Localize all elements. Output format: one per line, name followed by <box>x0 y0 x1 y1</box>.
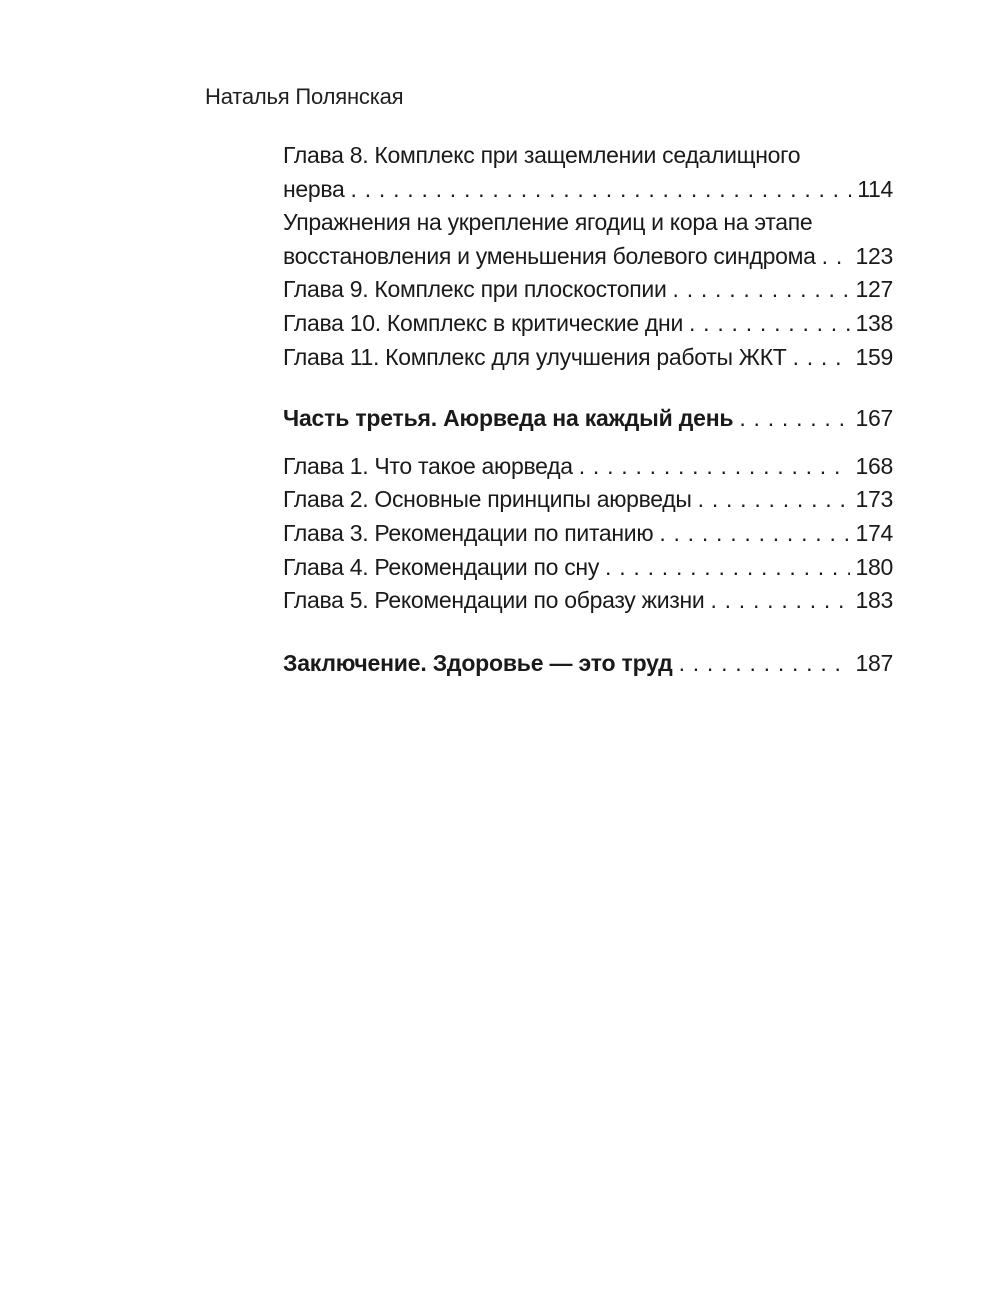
toc-section-conclusion <box>283 647 893 681</box>
toc-section-part3 <box>283 402 893 618</box>
toc-entry-title: Глава 1. Что такое аюрведа <box>283 452 573 479</box>
toc-entry-page: 127 <box>855 276 893 303</box>
dot-leader <box>605 551 849 585</box>
toc-entry-page: 174 <box>855 519 893 546</box>
toc-entry-title: Глава 3. Рекомендации по питанию <box>283 519 654 546</box>
dot-leader <box>710 584 849 618</box>
dot-leader <box>689 307 850 341</box>
dot-leader <box>659 517 849 551</box>
dot-leader <box>579 450 850 484</box>
dot-leader <box>351 173 852 207</box>
toc-entry <box>283 517 893 551</box>
page-header-author: Наталья Полянская <box>205 84 404 109</box>
toc-entry-text: Упражнения на укрепление ягодиц и кора на этапе <box>283 209 813 236</box>
toc-entry-text: Глава 8. Комплекс при защемлении седалищного <box>283 142 801 168</box>
toc-conclusion-entry <box>283 647 893 681</box>
toc-entry <box>283 307 893 341</box>
toc-entry-title: Глава 5. Рекомендации по образу жизни <box>283 587 705 614</box>
toc-entry-title: Глава 9. Комплекс при плоскостопии <box>283 276 667 303</box>
dot-leader <box>673 273 850 307</box>
toc-entry-title: Глава 11. Комплекс для улучшения работы ЖКТ <box>283 343 787 370</box>
toc-entry-title: восстановления и уменьшения болевого синдрома <box>283 242 816 269</box>
toc-entry-title: Глава 10. Комплекс в критические дни <box>283 309 683 336</box>
dot-leader <box>793 341 850 375</box>
toc-entry-page: 173 <box>855 486 893 513</box>
dot-leader <box>822 240 850 274</box>
toc-entry <box>283 206 893 273</box>
dot-leader <box>739 402 849 436</box>
toc-entry <box>283 584 893 618</box>
toc-entry <box>283 273 893 307</box>
toc-entry-page: 123 <box>855 242 893 269</box>
toc-entry-page: 183 <box>855 587 893 614</box>
dot-leader <box>698 483 850 517</box>
toc-entry-page: 159 <box>855 343 893 370</box>
toc-conclusion-page: 187 <box>855 649 893 676</box>
toc-part-heading <box>283 402 893 436</box>
toc-conclusion-title: Заключение. Здоровье — это труд <box>283 649 673 676</box>
toc-entry-page: 180 <box>855 553 893 580</box>
toc-entry-title: Глава 4. Рекомендации по сну <box>283 553 600 580</box>
toc-entry-title: Глава 2. Основные принципы аюрведы <box>283 486 692 513</box>
toc-section-part2-tail <box>283 139 893 374</box>
table-of-contents <box>283 139 893 680</box>
toc-entry-page: 168 <box>855 452 893 479</box>
toc-entry <box>283 551 893 585</box>
toc-part-heading-page: 167 <box>855 405 893 432</box>
toc-part-heading-title: Часть третья. Аюрведа на каждый день <box>283 405 734 432</box>
toc-entry <box>283 450 893 484</box>
toc-entry <box>283 139 893 206</box>
toc-entry-title: нерва <box>283 175 345 202</box>
dot-leader <box>679 647 850 681</box>
toc-entry <box>283 483 893 517</box>
toc-entry-page: 138 <box>855 309 893 336</box>
toc-entry-page: 114 <box>857 175 893 202</box>
toc-entry <box>283 341 893 375</box>
